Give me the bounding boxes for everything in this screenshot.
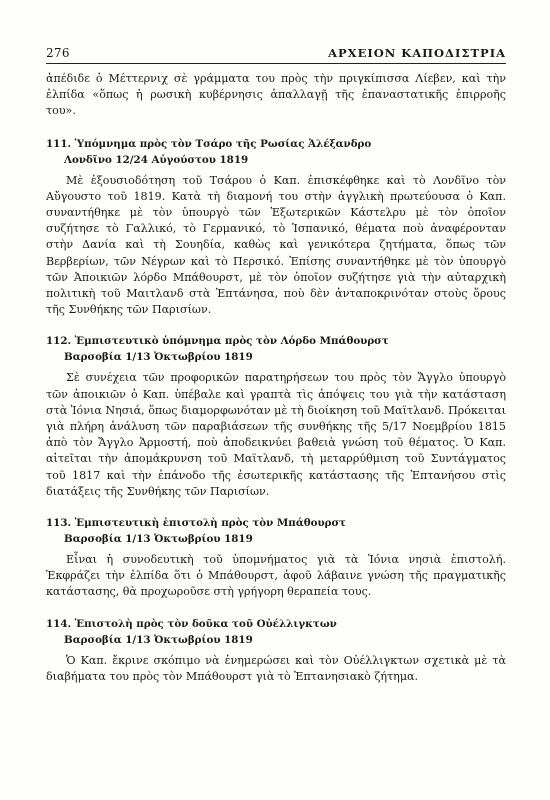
entry-title: 114. Ἐπιστολὴ πρὸς τὸν δοῦκα τοῦ Οὐέλλιγκτων [46, 617, 337, 630]
entry-title: 111. Ὑπόμνημα πρὸς τὸν Τσάρο τῆς Ρωσίας Ἀλέξανδρο [46, 137, 372, 150]
entry-date: Βαρσοβία 1/13 Ὀκτωβρίου 1819 [64, 633, 253, 646]
entry-113 [46, 515, 506, 601]
entry-body: Εἶναι ἡ συνοδευτικὴ τοῦ ὑπομνήματος γιὰ τὰ Ἰόνια νησιὰ ἐπιστολή. Ἐκφράζει τὴν ἐλπίδα ὅτι ὁ Μπάθουρστ, ἀφοῦ λάβαινε γνώση τῆς πραγματικῆς κατάστασης, θὰ προχωροῦσε στὴ γρήγορη θεραπεία τους. [46, 553, 506, 599]
entry-date: Λονδῖνο 12/24 Αὐγούστου 1819 [64, 153, 249, 166]
running-title: ΑΡΧΕΙΟΝ ΚΑΠΟΔΙΣΤΡΙΑ [328, 46, 506, 60]
page-number: 276 [46, 46, 70, 60]
entry-title: 112. Ἐμπιστευτικὸ ὑπόμνημα πρὸς τὸν Λόρδο Μπάθουρστ [46, 335, 389, 348]
entry-body: Ὁ Καπ. ἔκρινε σκόπιμο νὰ ἐνημερώσει καὶ τὸν Οὐέλλιγκτων σχετικὰ μὲ τὰ διαβήματα του πρὸς τὸν Μπάθουρστ γιὰ τὸ Ἑπτανησιακὸ ζήτημα. [46, 653, 506, 683]
entry-date: Βαρσοβία 1/13 Ὀκτωβρίου 1819 [64, 533, 253, 546]
entry-body: Μὲ ἐξουσιοδότηση τοῦ Τσάρου ὁ Καπ. ἐπισκέφθηκε καὶ τὸ Λονδῖνο τὸν Αὔγουστο τοῦ 1819. Κατὰ τὴ διαμονή του στὴν ἀγγλικὴ πρωτεύουσα ὁ Καπ. συναντήθηκε μὲ τὸν ὑπουργὸ τῶν Ἐξωτερικῶν Κάστελρυ μὲ τὸν ὁποῖον συζήτησε τὸ Γαλλικό, τὸ Γερμανικό, τὸ Ἱσπανικό, θέματα ποὺ ἀναφέρονταν στὴν Δανία καὶ τὴ Σουηδία, καθὼς καὶ γενικότερα ζητήματα, ὅπως τῶν Βερβερίων, τῶν Νέγρων καὶ τὸ Περσικό. Ἐπίσης συναντήθηκε μὲ τὸν ὑπουργὸ τῶν Ἀποικιῶν λόρδο Μπάθουρστ, μὲ τὸν ὁποῖον συζήτησε γιὰ τὴν αὐταρχικὴ πολιτικὴ τοῦ Μαιτλανδ στὰ Ἑπτάνησα, ποὺ δὲν ἀνταποκρινόταν στοὺς ὅρους τῆς Συνθήκης τῶν Παρισίων. [46, 173, 506, 317]
entry-114 [46, 616, 506, 685]
page-header [46, 0, 506, 60]
intro-paragraph: ἀπέδιδε ὁ Μέττερνιχ σὲ γράμματα του πρὸς τὴν πριγκίπισσα Λίεβεν, καὶ τὴν ἐλπίδα «ὅπως ἡ ρωσικὴ κυβέρνησις ἀπαλλαγῇ τῆς ἐπαναστατικῆς ἐπιρροῆς του». [46, 72, 506, 118]
entry-date: Βαρσοβία 1/13 Ὀκτωβρίου 1819 [64, 351, 253, 364]
entry-title: 113. Ἐμπιστευτικὴ ἐπιστολὴ πρὸς τὸν Μπάθουρστ [46, 517, 346, 530]
entry-body: Σὲ συνέχεια τῶν προφορικῶν παρατηρήσεων του πρὸς τὸν Ἄγγλο ὑπουργὸ τῶν ἀποικιῶν ὁ Καπ. ὑπέβαλε καὶ γραπτὰ τὶς ἀπόψεις του γιὰ τὴν κατάσταση στὰ Ἰόνια Νησιά, ὅπως διαμορφωνόταν μὲ τὴ διοίκηση τοῦ Μαϊτλανδ. Πρόκειται γιὰ πλήρη ἀνάλυση τῶν παραβιάσεων τῆς συνθήκης τῆς 5/17 Νοεμβρίου 1815 ἀπὸ τὸν Ἄγγλο Ἁρμοστή, ποὺ ἀποδεικνύει βαθειὰ γνώση τοῦ θέματος. Ὁ Καπ. αἰτεῖται τὴν ἀπομάκρυνση τοῦ Μαϊτλανδ, τὴ μεταρρύθμιση τοῦ Συντάγματος τοῦ 1817 καὶ τὴν ἐπάνοδο τῆς ἐσωτερικῆς κατάστασης τῆς Ἑπτανήσου στὶς διατάξεις τῆς Συνθήκης τῶν Παρισίων. [46, 371, 506, 498]
entry-112 [46, 333, 506, 500]
entry-111 [46, 136, 506, 319]
header-rule [46, 63, 506, 64]
